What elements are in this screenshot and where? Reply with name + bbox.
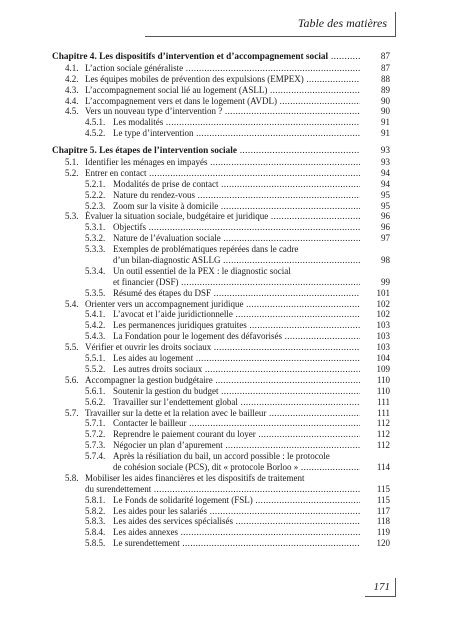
- toc-entry-page: 96: [381, 222, 390, 233]
- toc-entry-number: 5.8.: [65, 472, 79, 483]
- toc-entry-page: 95: [381, 200, 390, 211]
- toc-entry-number: 4.3.: [65, 84, 79, 95]
- toc-entry-page: 94: [381, 167, 390, 178]
- toc-entry-title: Chapitre 5. Les étapes de l’intervention sociale .....: [52, 146, 360, 157]
- toc-entry-title: Zoom sur la visite à domicile .....: [113, 201, 360, 212]
- toc-entry-title: Reprendre le paiement courant du loyer .....: [113, 429, 360, 440]
- toc-entry: [52, 106, 390, 117]
- toc-entry-page: 110: [376, 374, 390, 385]
- toc-entry: [52, 277, 390, 288]
- toc-entry: [52, 233, 390, 244]
- toc-entry: [52, 128, 390, 139]
- toc-entry-number: 5.8.2.: [85, 505, 106, 516]
- toc-entry-title: Les aides au logement .....: [113, 353, 360, 364]
- toc-entry-page: 109: [376, 363, 390, 374]
- toc-entry: [52, 168, 390, 179]
- toc-entry-page: 114: [376, 461, 390, 472]
- toc-entry-title: Négocier un plan d’apurement .....: [113, 440, 360, 451]
- toc-entry-title: Les aides annexes .....: [113, 527, 360, 538]
- toc-entry-page: 112: [376, 440, 390, 451]
- toc-entry: [52, 516, 390, 527]
- toc-entry-page: 91: [381, 128, 390, 139]
- toc-entry-number: 4.1.: [65, 62, 79, 73]
- toc-entry-title: Le surendettement .....: [113, 538, 360, 549]
- toc-entry-number: 5.2.2.: [85, 189, 106, 200]
- toc-entry-title: Évaluer la situation sociale, budgétaire et juridique .....: [85, 211, 360, 222]
- toc-entry-number: 5.6.1.: [85, 385, 106, 396]
- toc-entry-page: 90: [381, 106, 390, 117]
- toc-entry: [52, 418, 390, 429]
- toc-entry: [52, 309, 390, 320]
- toc-entry-number: 5.7.: [65, 407, 79, 418]
- page-number: 171: [373, 581, 390, 593]
- toc-entry-number: 5.3.5.: [85, 287, 106, 298]
- toc-entry-page: 87: [380, 52, 390, 62]
- toc-entry-page: 120: [376, 538, 390, 549]
- toc-entry-number: 5.4.2.: [85, 320, 106, 331]
- toc-entry-title: L’avocat et l’aide juridictionnelle .....: [113, 309, 360, 320]
- toc-entry-title: de cohésion sociale (PCS), dit « protocole Borloo » .....: [113, 462, 360, 473]
- toc-entry-number: 5.4.: [65, 298, 79, 309]
- toc-entry-title: Travailler sur la dette et la relation avec le bailleur .....: [85, 408, 360, 419]
- toc-entry-title: Chapitre 4. Les dispositifs d’intervention et d’accompagnement social .....: [52, 52, 360, 63]
- toc-entry-number: 5.3.1.: [85, 222, 106, 233]
- toc-entry-number: 5.8.5.: [85, 538, 106, 549]
- toc-entry-number: 5.2.: [65, 167, 79, 178]
- toc-entry-page: 91: [381, 117, 390, 128]
- toc-entry-number: 4.2.: [65, 73, 79, 84]
- toc-entry: [52, 179, 390, 190]
- toc-entry: [52, 255, 390, 266]
- toc-entry: [52, 63, 390, 74]
- toc-entry-number: 5.2.1.: [85, 178, 106, 189]
- toc-entry-title: L’accompagnement social lié au logement (ASLL) .....: [85, 85, 360, 96]
- header-title: Table des matières: [297, 16, 387, 30]
- toc-entry-page: 111: [377, 407, 390, 418]
- toc-entry-title: Orienter vers un accompagnement juridique .....: [85, 299, 360, 310]
- toc-entry-number: 5.5.: [65, 342, 79, 353]
- toc-entry-number: 5.1.: [65, 157, 79, 168]
- toc-entry: [52, 375, 390, 386]
- toc-entry-title: Identifier les ménages en impayés .....: [85, 157, 360, 168]
- toc-entry: [52, 74, 390, 85]
- toc-entry-number: 5.3.: [65, 211, 79, 222]
- toc-entry: [52, 506, 390, 517]
- toc-entry-page: 88: [381, 73, 390, 84]
- running-header: [145, 12, 396, 37]
- toc-entry: [52, 473, 390, 484]
- toc-entry-title: Nature du rendez-vous .....: [113, 190, 360, 201]
- toc-entry: [52, 484, 390, 495]
- toc-entry-number: 5.7.2.: [85, 429, 106, 440]
- toc-entry-title: Le Fonds de solidarité logement (FSL) .....: [113, 495, 360, 506]
- toc-entry-title: Les autres droits sociaux .....: [113, 364, 360, 375]
- toc-entry-title: L’action sociale généraliste .....: [85, 63, 360, 74]
- toc-entry: [52, 190, 390, 201]
- toc-entry: [52, 320, 390, 331]
- toc-entry-number: 5.5.1.: [85, 353, 106, 364]
- toc-entry-number: 5.7.3.: [85, 440, 106, 451]
- toc-entry-number: 5.8.4.: [85, 527, 106, 538]
- toc-entry-number: 5.5.2.: [85, 363, 106, 374]
- toc-entry-page: 87: [381, 62, 390, 73]
- toc-entry-page: 99: [381, 276, 390, 287]
- toc-entry-title: Résumé des étapes du DSF .....: [113, 288, 360, 299]
- toc-entry-page: 110: [376, 385, 390, 396]
- toc-entry-number: 5.7.4.: [85, 451, 106, 462]
- toc-entry: [52, 364, 390, 375]
- toc-entry: [52, 288, 390, 299]
- toc-entry-page: 93: [381, 157, 390, 168]
- toc-entry-page: 101: [376, 287, 390, 298]
- toc-entry-page: 117: [376, 505, 390, 516]
- toc-entry-number: 5.8.1.: [85, 494, 106, 505]
- toc-entry-page: 118: [376, 516, 390, 527]
- toc-entry-title: et financier (DSF) .....: [113, 277, 360, 288]
- toc-entry-page: 115: [376, 494, 390, 505]
- toc-entry-page: 93: [380, 146, 390, 157]
- toc-chapter-entry: [52, 52, 390, 63]
- toc-entry: [52, 397, 390, 408]
- toc-entry-page: 103: [376, 342, 390, 353]
- toc-entry-page: 90: [381, 95, 390, 106]
- toc-entry: [52, 157, 390, 168]
- toc-entry-number: 5.3.2.: [85, 233, 106, 244]
- toc-entry: [52, 117, 390, 128]
- toc-entry: [52, 342, 390, 353]
- toc-entry-page: 98: [381, 255, 390, 266]
- toc-entry-title: Travailler sur l’endettement global .....: [113, 397, 360, 408]
- toc-entry-title: Les permanences juridiques gratuites .....: [113, 320, 360, 331]
- toc-entry-title: Soutenir la gestion du budget .....: [113, 386, 360, 397]
- toc-entry: [52, 244, 390, 255]
- toc-entry: [52, 353, 390, 364]
- toc-entry-title: Contacter le bailleur .....: [113, 418, 360, 429]
- toc-entry: [52, 386, 390, 397]
- toc-entry-title: Objectifs .....: [113, 222, 360, 233]
- toc-entry: [52, 331, 390, 342]
- toc-entry-title: Le type d’intervention .....: [113, 128, 360, 139]
- toc-entry-title: Les modalités .....: [113, 117, 360, 128]
- toc-entry-page: 119: [376, 527, 390, 538]
- toc-entry-title: Les équipes mobiles de prévention des expulsions (EMPEX) .....: [85, 74, 360, 85]
- toc-entry-title: Exemples de problématiques repérées dans le cadre: [113, 244, 299, 255]
- toc-entry-title: Après la résiliation du bail, un accord possible : le protocole: [113, 451, 330, 462]
- toc-entry-page: 103: [376, 331, 390, 342]
- toc-entry-page: 102: [376, 309, 390, 320]
- toc-entry-number: 4.5.: [65, 106, 79, 117]
- toc-entry-title: Les aides pour les salariés .....: [113, 506, 360, 517]
- toc-entry-page: 115: [376, 483, 390, 494]
- toc-entry-page: 94: [381, 178, 390, 189]
- page-footer: [365, 578, 396, 597]
- toc-entry: [52, 96, 390, 107]
- toc-entry-number: 5.3.3.: [85, 244, 106, 255]
- toc-entry-title: Entrer en contact .....: [85, 168, 360, 179]
- toc-entry: [52, 451, 390, 462]
- toc-entry-page: 112: [376, 429, 390, 440]
- toc-entry: [52, 538, 390, 549]
- toc-entry-page: 89: [381, 84, 390, 95]
- toc-entry-page: 103: [376, 320, 390, 331]
- toc-entry-title: Vers un nouveau type d’intervention ? .....: [85, 106, 360, 117]
- toc-chapter-entry: [52, 146, 390, 157]
- toc-entry: [52, 201, 390, 212]
- toc-entry-title: L’accompagnement vers et dans le logement (AVDL) .....: [85, 96, 360, 107]
- toc-entry-page: 104: [376, 353, 390, 364]
- toc-entry: [52, 527, 390, 538]
- toc-entry-title: Modalités de prise de contact .....: [113, 179, 360, 190]
- toc-entry: [52, 429, 390, 440]
- toc-entry-page: 96: [381, 211, 390, 222]
- toc-entry: [52, 462, 390, 473]
- toc-entry-title: Accompagner la gestion budgétaire .....: [85, 375, 360, 386]
- toc-entry-page: 95: [381, 189, 390, 200]
- toc-entry-page: 111: [377, 396, 390, 407]
- toc-entry-title: du surendettement .....: [85, 484, 360, 495]
- toc-entry-page: 102: [376, 298, 390, 309]
- toc-entry-page: 97: [381, 233, 390, 244]
- toc-entry-title: Nature de l’évaluation sociale .....: [113, 233, 360, 244]
- toc-entry-number: 4.5.2.: [85, 128, 106, 139]
- table-of-contents: [52, 52, 390, 549]
- toc-entry-number: 5.4.3.: [85, 331, 106, 342]
- toc-entry: [52, 211, 390, 222]
- toc-entry: [52, 299, 390, 310]
- toc-entry: [52, 408, 390, 419]
- toc-entry-number: 5.2.3.: [85, 200, 106, 211]
- toc-entry: [52, 266, 390, 277]
- toc-entry-title: La Fondation pour le logement des défavorisés .....: [113, 331, 360, 342]
- toc-entry-number: 4.4.: [65, 95, 79, 106]
- toc-entry-number: 5.7.1.: [85, 418, 106, 429]
- toc-entry-title: d’un bilan-diagnostic ASLLG .....: [113, 255, 360, 266]
- toc-entry-number: 5.8.3.: [85, 516, 106, 527]
- toc-entry-title: Un outil essentiel de la PEX : le diagnostic social: [113, 265, 291, 276]
- toc-entry-number: 5.6.: [65, 374, 79, 385]
- toc-entry-number: 5.3.4.: [85, 265, 106, 276]
- toc-entry-number: 4.5.1.: [85, 117, 106, 128]
- toc-entry: [52, 440, 390, 451]
- toc-entry: [52, 222, 390, 233]
- toc-entry-title: Les aides des services spécialisés .....: [113, 516, 360, 527]
- toc-entry-number: 5.6.2.: [85, 396, 106, 407]
- toc-entry-title: Mobiliser les aides financières et les dispositifs de traitement: [85, 472, 305, 483]
- toc-entry: [52, 495, 390, 506]
- toc-entry-title: Vérifier et ouvrir les droits sociaux .....: [85, 342, 360, 353]
- toc-entry-number: 5.4.1.: [85, 309, 106, 320]
- toc-entry: [52, 85, 390, 96]
- toc-entry-page: 112: [376, 418, 390, 429]
